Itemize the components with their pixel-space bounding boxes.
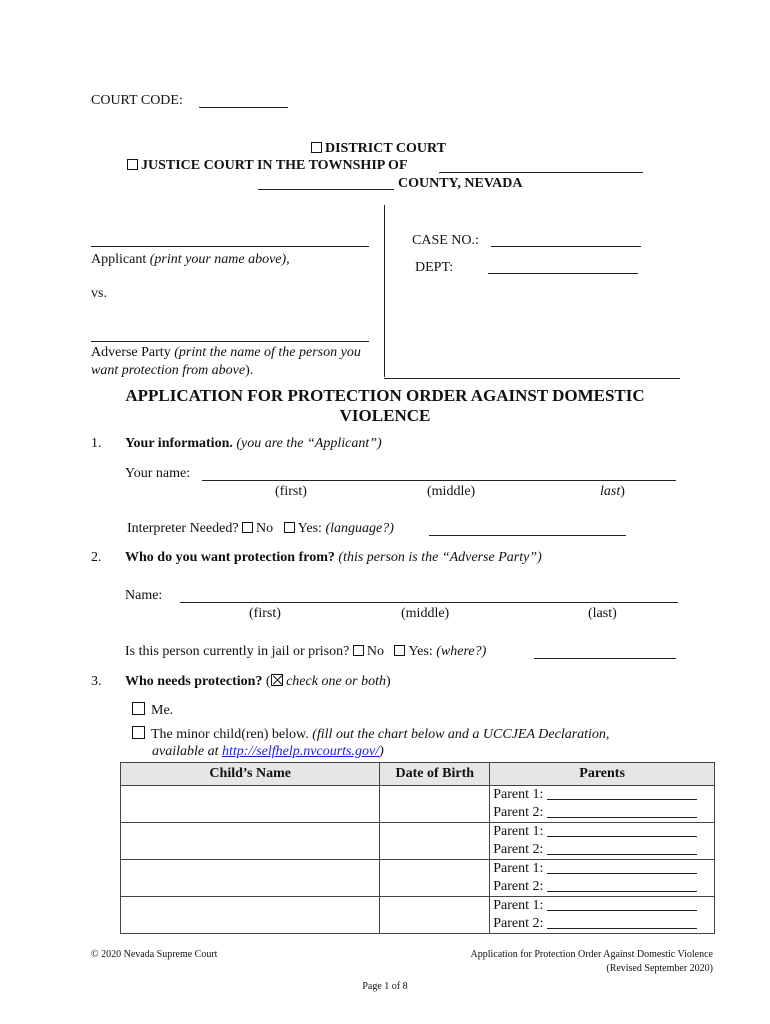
district-court-checkbox[interactable] <box>311 142 322 153</box>
applicant-name-field[interactable] <box>91 246 369 247</box>
parent-2-line <box>493 878 714 896</box>
section-1-number: 1. <box>91 436 102 451</box>
parents-cell <box>490 897 715 934</box>
jail-yes-label: Yes: <box>408 644 433 659</box>
your-name-middle-hint: (middle) <box>427 484 476 499</box>
dept-label: DEPT: <box>415 260 454 275</box>
parent-2-label: Parent 2: <box>493 805 544 820</box>
county-field[interactable] <box>258 189 394 190</box>
section-3-hint-close: ) <box>386 674 391 689</box>
section-2-number: 2. <box>91 550 102 565</box>
minor-checkbox[interactable] <box>132 726 145 739</box>
parent-2-line <box>493 915 714 933</box>
section-1-heading <box>125 436 382 452</box>
adverse-hint-line2 <box>91 363 253 379</box>
parent-1-label: Parent 1: <box>493 861 544 876</box>
section-2-heading <box>125 550 542 566</box>
me-option[interactable] <box>132 702 173 719</box>
parent-1-label: Parent 1: <box>493 787 544 802</box>
child-dob-cell[interactable] <box>380 823 490 860</box>
parent-1-label: Parent 1: <box>493 824 544 839</box>
available-close: ) <box>379 744 384 759</box>
court-code-label <box>91 93 183 109</box>
parent-2-line <box>493 841 714 859</box>
district-court-option[interactable] <box>311 141 446 157</box>
interpreter-label: Interpreter Needed? <box>127 521 239 536</box>
caption-divider <box>384 205 385 377</box>
table-row <box>121 897 715 934</box>
section-3-number: 3. <box>91 674 102 689</box>
justice-court-option[interactable] <box>127 158 408 174</box>
table-row <box>121 786 715 823</box>
jail-no-label: No <box>366 644 384 659</box>
interpreter-language-hint: (language?) <box>325 521 394 536</box>
form-title-line2: VIOLENCE <box>339 406 431 425</box>
parent-2-label: Parent 2: <box>493 879 544 894</box>
jail-no-checkbox[interactable] <box>353 645 364 656</box>
adverse-hint-2: want protection from above <box>91 363 246 378</box>
checked-box-icon <box>271 674 283 686</box>
adverse-party-name-field[interactable] <box>180 602 678 603</box>
interpreter-no-label: No <box>256 521 274 536</box>
parent-1-line <box>493 823 714 841</box>
interpreter-row <box>127 521 394 537</box>
section-3-hint: check one or both <box>286 674 387 689</box>
parent-2-line <box>493 804 714 822</box>
adverse-first-hint: (first) <box>249 606 281 621</box>
child-name-cell[interactable] <box>121 860 380 897</box>
applicant-hint: (print your name above), <box>149 252 290 267</box>
adverse-label <box>91 345 361 361</box>
table-row <box>121 860 715 897</box>
applicant-label <box>91 252 290 268</box>
parents-cell <box>490 860 715 897</box>
me-label: Me. <box>151 703 174 718</box>
case-no-field[interactable] <box>491 246 641 247</box>
minor-label: The minor child(ren) below. <box>151 727 309 742</box>
footer-page-number: Page 1 of 8 <box>362 981 408 992</box>
available-text: available at <box>152 744 219 759</box>
parent-2-field[interactable] <box>547 879 697 892</box>
section-1-hint: (you are the “Applicant”) <box>236 436 382 451</box>
court-code-field[interactable] <box>199 107 288 108</box>
parent-1-line <box>493 897 714 915</box>
adverse-middle-hint: (middle) <box>401 606 450 621</box>
parent-1-field[interactable] <box>547 787 697 800</box>
child-dob-cell[interactable] <box>380 897 490 934</box>
interpreter-yes-checkbox[interactable] <box>284 522 295 533</box>
district-court-label: DISTRICT COURT <box>325 141 447 156</box>
court-code-text: COURT CODE: <box>91 93 183 108</box>
children-table-header <box>121 763 715 786</box>
your-name-last-paren: ) <box>620 484 625 499</box>
adverse-name-field[interactable] <box>91 341 369 342</box>
your-name-last-text: last <box>600 484 621 499</box>
justice-court-label: JUSTICE COURT IN THE TOWNSHIP OF <box>141 158 408 173</box>
township-field[interactable] <box>439 172 643 173</box>
parent-2-field[interactable] <box>547 842 697 855</box>
interpreter-language-field[interactable] <box>429 535 626 536</box>
form-title-line1: APPLICATION FOR PROTECTION ORDER AGAINST DOMESTIC <box>125 386 645 405</box>
jail-row <box>125 644 486 660</box>
footer-revised: (Revised September 2020) <box>606 963 713 974</box>
section-3-heading <box>125 674 391 690</box>
interpreter-yes-label: Yes: <box>297 521 322 536</box>
caption-bottom-line <box>384 378 680 379</box>
parent-1-label: Parent 1: <box>493 898 544 913</box>
available-line <box>152 744 384 760</box>
justice-court-checkbox[interactable] <box>127 159 138 170</box>
case-no-label: CASE NO.: <box>412 233 479 248</box>
jail-where-hint: (where?) <box>436 644 487 659</box>
parent-2-field[interactable] <box>547 916 697 929</box>
selfhelp-link[interactable]: http://selfhelp.nvcourts.gov/ <box>222 744 380 759</box>
parents-cell <box>490 823 715 860</box>
adverse-label-text: Adverse Party <box>91 345 171 360</box>
county-nevada: COUNTY, NEVADA <box>398 176 523 191</box>
section-3-heading-text: Who needs protection? <box>125 674 263 689</box>
parent-1-line <box>493 860 714 878</box>
child-dob-cell[interactable] <box>380 786 490 823</box>
table-row <box>121 823 715 860</box>
your-name-first-hint: (first) <box>275 484 307 499</box>
parent-2-label: Parent 2: <box>493 916 544 931</box>
your-name-last-hint <box>600 484 625 500</box>
parent-1-field[interactable] <box>547 824 697 837</box>
adverse-last-hint: (last) <box>588 606 617 621</box>
parent-1-field[interactable] <box>547 861 697 874</box>
child-dob-cell[interactable] <box>380 860 490 897</box>
footer-copyright: © 2020 Nevada Supreme Court <box>91 949 218 960</box>
applicant-label-text: Applicant <box>91 252 147 267</box>
child-name-cell[interactable] <box>121 897 380 934</box>
minor-option[interactable] <box>132 726 609 743</box>
adverse-name-label: Name: <box>125 588 163 603</box>
header-date-of-birth: Date of Birth <box>380 763 490 786</box>
dept-field[interactable] <box>488 273 638 274</box>
footer-doc-title: Application for Protection Order Against Domestic Violence <box>470 949 713 960</box>
vs-label: vs. <box>91 286 107 301</box>
parent-1-line <box>493 786 714 804</box>
parent-2-label: Parent 2: <box>493 842 544 857</box>
header-childs-name: Child’s Name <box>121 763 380 786</box>
adverse-hint-1: (print the name of the person you <box>174 345 361 360</box>
minor-hint: (fill out the chart below and a UCCJEA Declaration, <box>312 727 610 742</box>
adverse-hint-end: ). <box>245 363 254 378</box>
parent-2-field[interactable] <box>547 805 697 818</box>
header-parents: Parents <box>490 763 715 786</box>
section-2-heading-text: Who do you want protection from? <box>125 550 335 565</box>
section-3-hint-open: ( <box>265 674 271 689</box>
me-checkbox[interactable] <box>132 702 145 715</box>
child-name-cell[interactable] <box>121 823 380 860</box>
your-name-field[interactable] <box>202 480 676 481</box>
interpreter-no-checkbox[interactable] <box>242 522 253 533</box>
jail-where-field[interactable] <box>534 658 676 659</box>
parent-1-field[interactable] <box>547 898 697 911</box>
children-table <box>120 762 715 934</box>
section-2-hint: (this person is the “Adverse Party”) <box>338 550 542 565</box>
jail-question: Is this person currently in jail or prison? <box>125 644 350 659</box>
child-name-cell[interactable] <box>121 786 380 823</box>
your-name-label: Your name: <box>125 466 191 481</box>
jail-yes-checkbox[interactable] <box>394 645 405 656</box>
parents-cell <box>490 786 715 823</box>
section-1-heading-text: Your information. <box>125 436 233 451</box>
